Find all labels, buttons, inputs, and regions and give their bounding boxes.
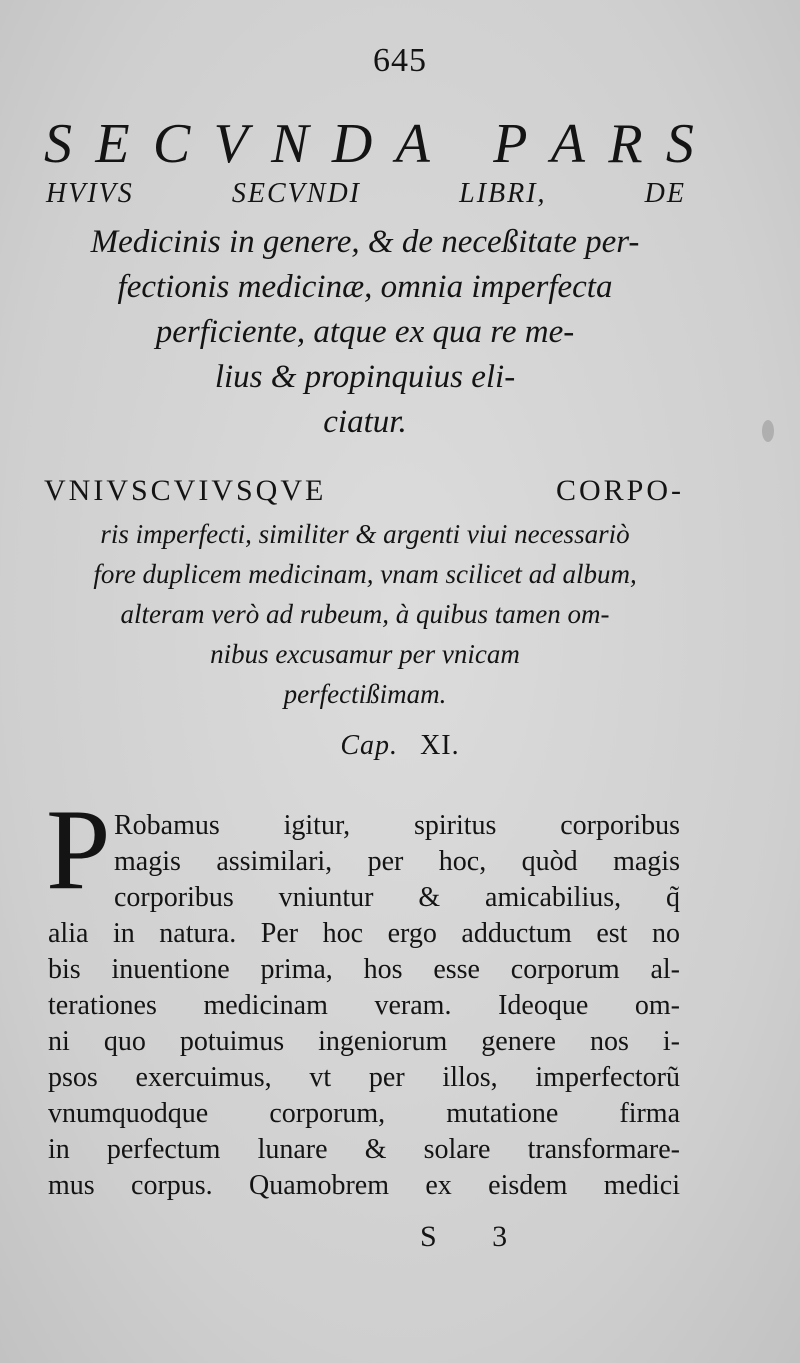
subtitle-line: perficiente, atque ex qua re me- — [155, 314, 575, 350]
part-title-letter: N — [271, 113, 309, 175]
chapter-heading-line: fore duplicem medicinam, vnam scilicet ad album, — [93, 559, 637, 589]
part-title-letter: A — [395, 113, 430, 175]
part-title-letter: P — [493, 113, 528, 175]
body-line: Robamus igitur, spiritus corporibus — [114, 810, 680, 841]
part-title-letter: E — [95, 113, 130, 175]
body-line: ni quo potuimus ingeniorum genere nos i- — [48, 1026, 680, 1057]
part-title-letter: A — [550, 113, 586, 175]
body-text — [48, 808, 680, 1204]
part-title — [44, 112, 694, 176]
drop-cap: P — [46, 786, 111, 914]
body-line: magis assimilari, per hoc, quòd magis — [114, 846, 680, 877]
chapter-heading-line: ris imperfecti, similiter & argenti viui necessariò — [100, 519, 630, 549]
signature-mark: S 3 — [420, 1220, 532, 1253]
subtitle-line: Medicinis in genere, & de neceßitate per- — [90, 224, 640, 260]
chapter-label — [0, 730, 800, 762]
body-line: vnumquodque corporum, mutatione firma — [48, 1098, 680, 1129]
body-line: bis inuentione prima, hos esse corporum al- — [48, 954, 680, 985]
page-number: 645 — [373, 42, 427, 79]
chapter-word: Cap. — [340, 730, 399, 761]
chapter-heading-block — [40, 514, 690, 714]
part-title-letter: S — [665, 113, 694, 175]
subtitle-line: ciatur. — [323, 404, 407, 440]
part-title-letter: D — [331, 113, 373, 175]
chapter-heading-line: perfectißimam. — [283, 679, 447, 709]
subtitle-line: fectionis medicinæ, omnia imperfecta — [117, 269, 613, 305]
paper-speck — [762, 420, 774, 442]
subtitle-block — [40, 220, 690, 445]
body-line: psos exercuimus, vt per illos, imperfectorũ — [48, 1062, 680, 1093]
subtitle-line: lius & propinquius eli- — [214, 359, 516, 395]
chapter-heading-line: nibus excusamur per vnicam — [210, 639, 520, 669]
body-line: mus corpus. Quamobrem ex eisdem medici — [48, 1170, 680, 1201]
body-line: alia in natura. Per hoc ergo adductum est no — [48, 918, 680, 949]
body-line: corporibus vniuntur & amicabilius, q̃ — [114, 882, 680, 913]
part-title-letter: R — [608, 113, 643, 175]
part-title-letter: V — [213, 113, 248, 175]
subtitle-caps: HVIVS SECVNDI LIBRI, DE — [46, 178, 686, 209]
part-title-letter: C — [152, 113, 191, 175]
body-line: terationes medicinam veram. Ideoque om- — [48, 990, 680, 1021]
body-line: in perfectum lunare & solare transformare- — [48, 1134, 680, 1165]
chapter-heading-line: alteram verò ad rubeum, à quibus tamen om- — [120, 599, 610, 629]
chapter-heading-caps: VNIVSCVIVSQVE CORPO- — [44, 474, 684, 507]
part-title-letter: S — [44, 113, 72, 175]
chapter-number: XI. — [420, 730, 460, 761]
